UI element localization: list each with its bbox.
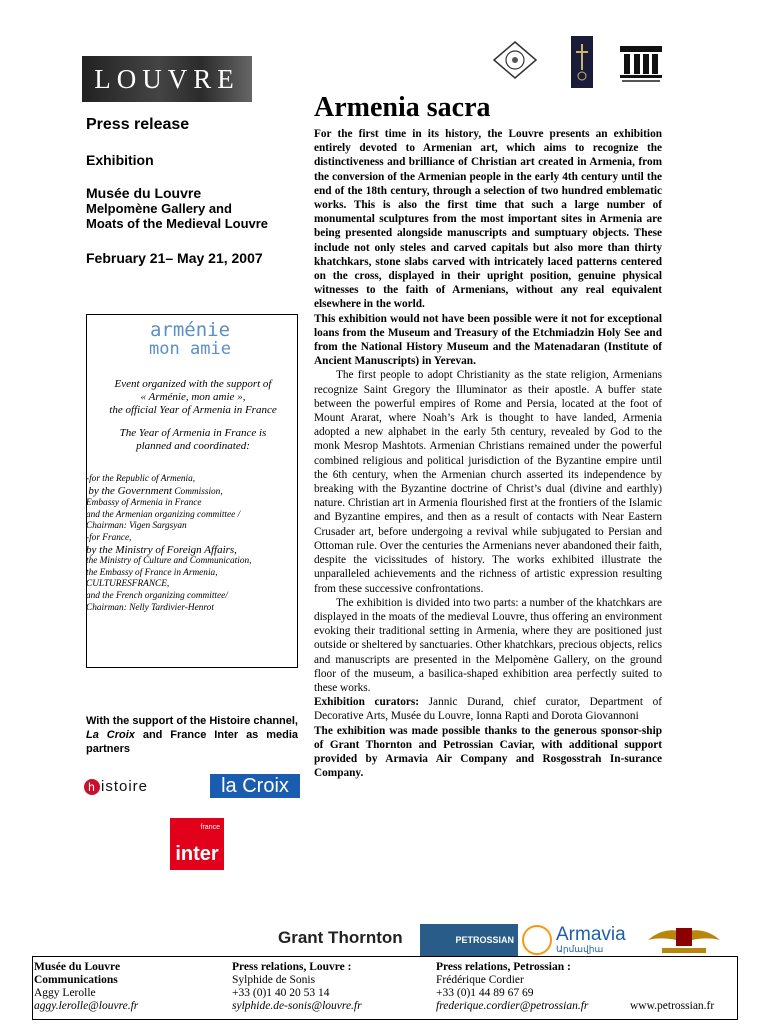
organizers-line: by the Ministry of Foreign Affairs, xyxy=(86,543,237,556)
article-paragraph-intro: For the first time in its history, the Louvre presents an exhibition entirely devoted to Armenian art, which aims to recognize the distinctiveness and brilliance of Christian art created in Armenia, from the conversion of the Armenian people in the early 4th century until the end of the 18th century, through a selection of two hundred emblematic works. This is also the first time that such a large number of monumental sculptures from the most important sites in Armenia are being presented alongside manuscripts and sumptuary objects. These include not only steles and carved capitals but also more than thirty khatchkars, stone slabs carved with intricately laced patterns centered on the cross, displayed in their upright position, genuine physical witnesses to the faith of Armenians, without any real equivalent elsewhere in the world. xyxy=(314,128,662,311)
organizers-line: Chairman: Nelly Tardivier-Henrot xyxy=(86,602,214,613)
support-lacroix: La Croix xyxy=(86,729,135,741)
organizers-line: and the French organizing committee/ xyxy=(86,590,228,601)
curators-names: Jannic Durand, chief curator, Department of Decorative Arts, Musée du Louvre, Ionna Rapti and Dorota Giovannoni xyxy=(314,696,662,723)
venue-line-1: Musée du Louvre xyxy=(86,185,202,201)
cross-emblem-logo xyxy=(571,36,593,88)
armenie-logo-line-1: arménie xyxy=(149,319,231,341)
box-intro-line-4: The Year of Armenia in France is xyxy=(119,427,267,439)
footer-col-louvre xyxy=(34,961,138,1013)
footer-c2-name: Sylphide de Sonis xyxy=(232,974,316,986)
armenie-mon-amie-logo xyxy=(140,320,240,366)
footer-col-press-louvre xyxy=(232,961,362,1013)
exhibition-label: Exhibition xyxy=(86,152,154,168)
article-paragraph-loans: This exhibition would not have been possible were it not for exceptional loans from the Museum and Treasury of the Etchmiadzin Holy See and from the National History Museum and the Matenadaran (Institute of Ancient Manuscripts) in Yerevan. xyxy=(314,312,662,368)
organizers-list xyxy=(86,474,298,614)
footer-c1-title2: Communications xyxy=(34,974,118,986)
footer-c1-email[interactable]: aggy.lerolle@louvre.fr xyxy=(34,1000,139,1012)
rosgosstrah-logo xyxy=(644,922,724,956)
organizers-line: the Ministry of Culture and Communication, xyxy=(86,556,252,567)
article-body xyxy=(314,127,662,780)
venue-block xyxy=(86,186,301,231)
france-inter-text: inter xyxy=(175,843,219,865)
organizers-line: the Embassy of France in Armenia, xyxy=(86,567,218,578)
organizers-line: Embassy of Armenia in France xyxy=(86,498,202,509)
support-text-1: With the support of the Histoire channel, xyxy=(86,715,298,727)
footer-c3-web[interactable]: www.petrossian.fr xyxy=(630,1000,715,1012)
histoire-h-mark: h xyxy=(84,779,100,795)
footer-c3-email[interactable]: frederique.cordier@petrossian.fr xyxy=(436,1000,589,1012)
histoire-logo xyxy=(84,778,148,795)
organizers-line: -for France, xyxy=(86,532,132,543)
curators-label: Exhibition curators: xyxy=(314,696,420,709)
lacroix-logo: la Croix xyxy=(210,774,300,798)
france-inter-logo xyxy=(170,818,224,870)
organizers-line-tail: Commission, xyxy=(174,486,223,497)
seal-logo xyxy=(490,40,540,80)
footer-c2-email[interactable]: sylphide.de-sonis@louvre.fr xyxy=(232,1000,362,1012)
footer-c3-title: Press relations, Petrossian : xyxy=(436,961,571,973)
support-text-2: and France Inter as media partners xyxy=(86,729,299,755)
organizers-line: CULTURESFRANCE, xyxy=(86,579,170,590)
louvre-logo: LOUVRE xyxy=(82,56,252,102)
box-intro-line-2: « Arménie, mon amie », xyxy=(140,391,246,403)
article-paragraph-history: The first people to adopt Christianity as the state religion, Armenians recognize Saint Gregory the Illuminator as their apostle. A buffer state between the powerful empires of Rome and Persia, located at the foot of Mount Ararat, where Noah’s Ark is thought to have landed, Armenia adopted a new alphabet in the early 5th century, revealed by God to the monk Mesrop Mashtots. Armenian Christians remained under the powerful combined religious and political jurisdiction of the Byzantine empire until the 6th century, when the Armenian church asserted its independence by breaking with the Byzantine doctrine of Christ’s dual (divine and earthly) nature. Christian art in Armenia flourished first at the frontiers of the Islamic and Byzantine empires, and then as a result of contacts with Near Eastern Crusader art, before undergoing a revival while subjugated to Persian and Ottoman rule. Over the centuries the Armenians never abandoned their faith, despite the vicissitudes of history. The works exhibited illustrate the unparalleled achievements and the richness of artistic expression resulting from these successive confrontations. xyxy=(314,369,662,595)
article-title: Armenia sacra xyxy=(314,92,491,123)
footer-c2-phone: +33 (0)1 40 20 53 14 xyxy=(232,987,330,999)
article-paragraph-sponsors: The exhibition was made possible thanks to the generous sponsor-ship of Grant Thornton and Petrossian Caviar, with additional support provided by Armavia Air Company and Rosgosstrah In-surance Company. xyxy=(314,724,662,780)
petrossian-logo: PETROSSIAN xyxy=(420,924,518,956)
footer-c3-name: Frédérique Cordier xyxy=(436,974,524,986)
box-intro xyxy=(90,378,296,453)
footer-c1-name: Aggy Lerolle xyxy=(34,987,96,999)
box-intro-line-5: planned and coordinated: xyxy=(136,440,250,452)
box-intro-line-1: Event organized with the support of xyxy=(114,378,272,390)
article-paragraph-curators xyxy=(314,695,662,723)
museum-building-logo xyxy=(618,42,664,84)
footer-col-press-petrossian xyxy=(436,961,588,1013)
armenie-logo-line-2: mon amie xyxy=(149,339,231,359)
organizers-line: Chairman: Vigen Sargsyan xyxy=(86,521,187,532)
france-inter-small: france xyxy=(200,824,220,831)
armavia-subtitle: Արմավիա xyxy=(556,943,604,954)
organizers-line: -for the Republic of Armenia, xyxy=(86,474,196,484)
press-release-heading: Press release xyxy=(86,116,190,133)
organizers-line: and the Armenian organizing committee / xyxy=(86,509,241,520)
footer-c1-title1: Musée du Louvre xyxy=(34,961,121,973)
armavia-logo xyxy=(522,924,626,956)
histoire-logo-text: istoire xyxy=(101,778,149,795)
box-intro-line-3: the official Year of Armenia in France xyxy=(109,404,277,416)
footer-c3-phone: +33 (0)1 44 89 67 69 xyxy=(436,987,534,999)
armavia-name: Armavia xyxy=(556,923,626,945)
grant-thornton-logo: Grant Thornton xyxy=(278,928,403,947)
article-paragraph-layout: The exhibition is divided into two parts: a number of the khatchkars are displayed in the moats of the medieval Louvre, thus offering an environment evoking their traditional setting in Armenia, where they are positioned just outside or sheltered by sanctuaries. Other khatchkars, precious objects, relics and manuscripts are presented in the Melpomène Gallery, on the ground floor of the museum, a basilica-shaped exhibition area perfectly suited to these works. xyxy=(314,596,662,694)
venue-line-2: Melpomène Gallery and xyxy=(86,201,232,216)
media-partners-text xyxy=(86,714,298,756)
exhibition-dates: February 21– May 21, 2007 xyxy=(86,250,263,266)
organizers-line-bold: by the Government xyxy=(88,484,173,497)
organizers-line xyxy=(86,486,298,499)
armavia-emblem-icon xyxy=(522,925,552,955)
venue-line-3: Moats of the Medieval Louvre xyxy=(86,216,269,231)
footer-c2-title: Press relations, Louvre : xyxy=(232,961,352,973)
